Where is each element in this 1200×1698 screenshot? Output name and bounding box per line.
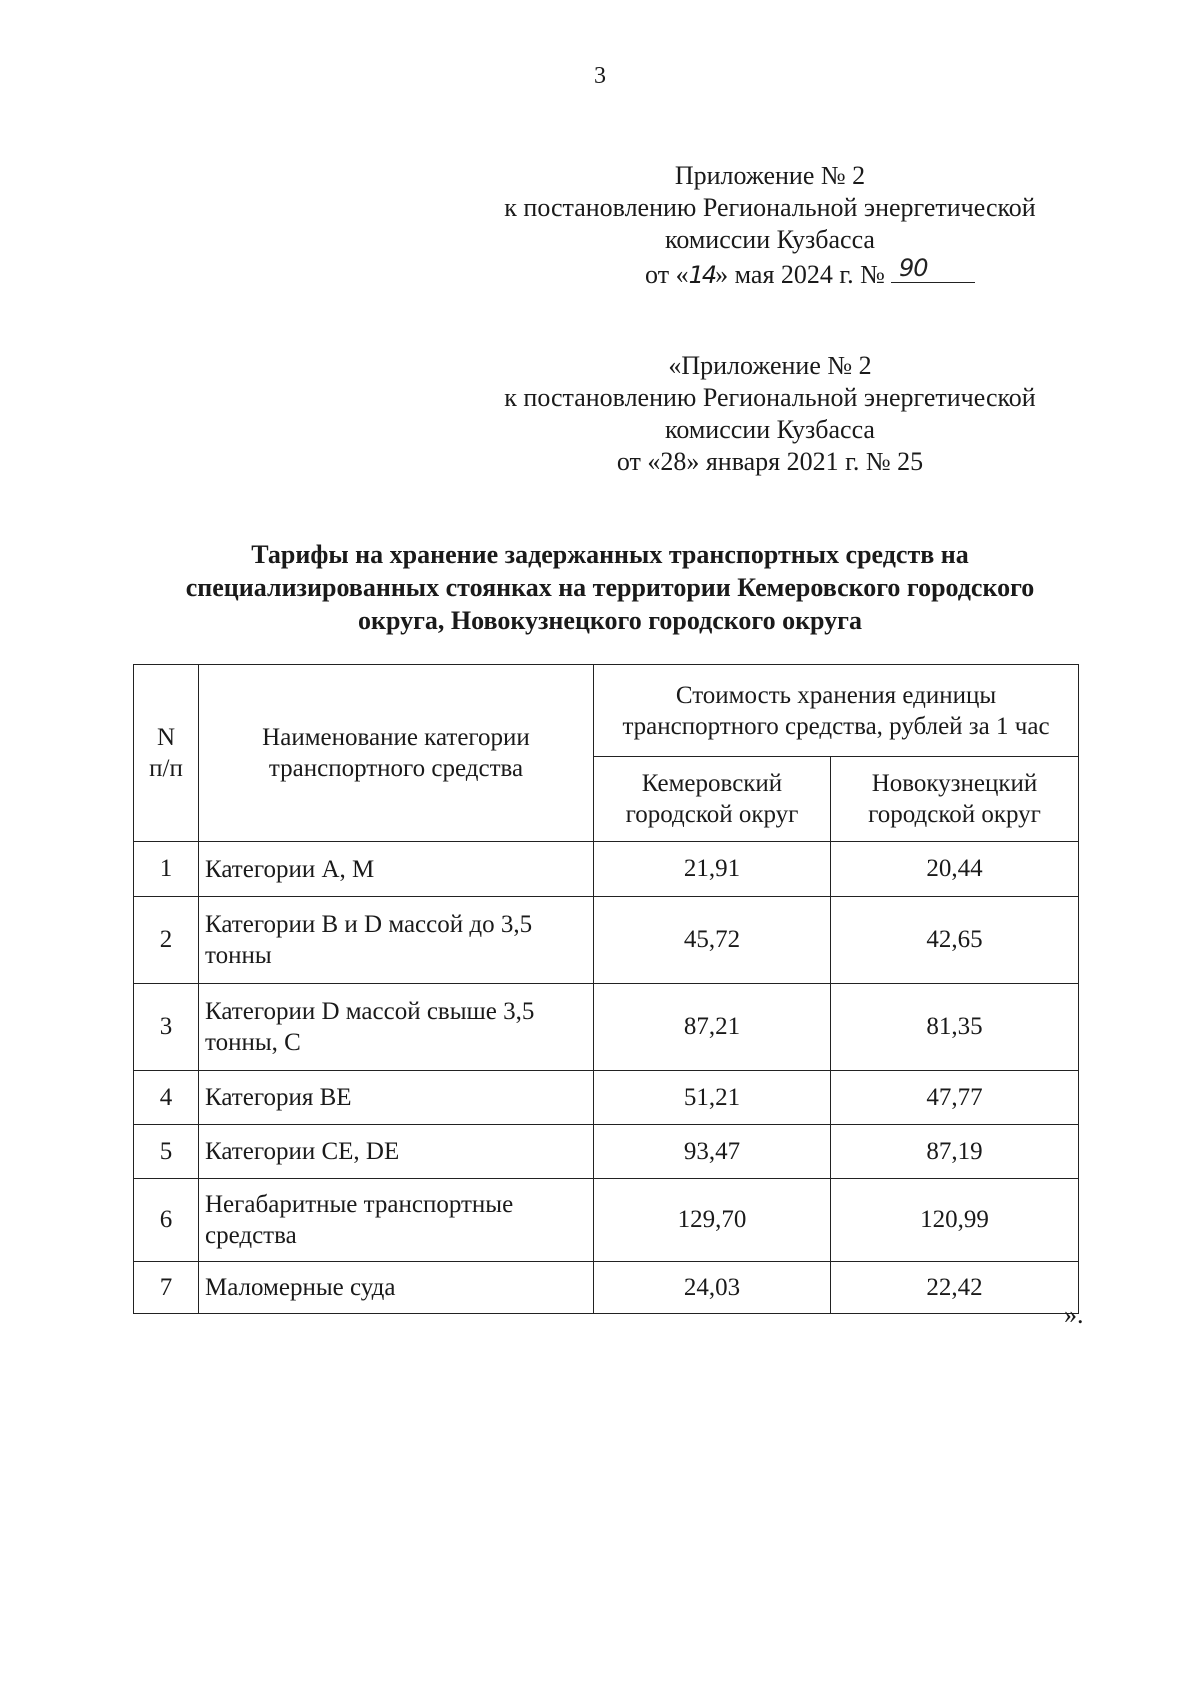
header-number-line2: п/п	[149, 755, 183, 782]
document-title	[130, 538, 1090, 637]
header-novokuznetsk-line2: городской округ	[868, 801, 1041, 828]
row-kemerovo-value: 129,70	[594, 1179, 831, 1262]
row-category	[199, 984, 594, 1071]
row-novokuznetsk-value: 87,19	[831, 1125, 1079, 1179]
header-category-line1: Наименование категории	[262, 724, 530, 751]
row-number: 3	[134, 984, 199, 1071]
row-kemerovo-value: 93,47	[594, 1125, 831, 1179]
header-kemerovo-line1: Кемеровский	[641, 770, 783, 797]
header-number-line1: N	[156, 724, 176, 751]
table-row	[134, 1179, 1079, 1262]
appendix-current-line3: комиссии Кузбасса	[665, 225, 875, 254]
row-category-line1: Категория BE	[205, 1084, 352, 1111]
row-category-line2: тонны, C	[205, 1029, 301, 1056]
table-row	[134, 842, 1079, 897]
row-category	[199, 1071, 594, 1125]
row-number: 2	[134, 897, 199, 984]
appendix-current-date	[440, 256, 1100, 291]
row-category-line2: средства	[205, 1222, 297, 1249]
row-novokuznetsk-value: 22,42	[831, 1262, 1079, 1314]
row-category-line1: Категории B и D массой до 3,5	[205, 911, 533, 938]
appendix-original-line3: комиссии Кузбасса	[665, 415, 875, 444]
row-number: 6	[134, 1179, 199, 1262]
appendix-original-title: «Приложение № 2	[668, 351, 872, 380]
row-category-line1: Категории D массой свыше 3,5	[205, 998, 535, 1025]
date-suffix: » мая 2024 г. №	[715, 260, 885, 289]
row-kemerovo-value: 51,21	[594, 1071, 831, 1125]
header-novokuznetsk	[831, 757, 1079, 842]
row-kemerovo-value: 24,03	[594, 1262, 831, 1314]
appendix-current-line2: к постановлению Региональной энергетической	[504, 193, 1036, 222]
row-kemerovo-value: 21,91	[594, 842, 831, 897]
header-row-1	[134, 665, 1079, 757]
header-kemerovo-line2: городской округ	[625, 801, 799, 828]
row-number: 5	[134, 1125, 199, 1179]
appendix-current-title: Приложение № 2	[674, 161, 866, 190]
row-number: 7	[134, 1262, 199, 1314]
header-cost-line2: транспортного средства, рублей за 1 час	[622, 712, 1050, 740]
closing-quote-mark: ».	[1064, 1300, 1084, 1329]
row-novokuznetsk-value: 42,65	[831, 897, 1079, 984]
appendix-original-line2: к постановлению Региональной энергетической	[504, 383, 1036, 412]
header-cost	[594, 665, 1079, 757]
row-category-line1: Негабаритные транспортные	[205, 1191, 514, 1218]
title-line-3: округа, Новокузнецкого городского округа	[358, 606, 862, 635]
table-row	[134, 984, 1079, 1071]
row-number: 4	[134, 1071, 199, 1125]
handwritten-number-line	[891, 256, 975, 283]
date-prefix: от «	[645, 260, 689, 289]
table-row	[134, 1125, 1079, 1179]
row-novokuznetsk-value: 81,35	[831, 984, 1079, 1071]
row-category	[199, 897, 594, 984]
tariffs-table	[133, 664, 1079, 1314]
row-category-line1: Маломерные суда	[205, 1274, 396, 1301]
table-row	[134, 897, 1079, 984]
handwritten-day: 14	[688, 261, 716, 289]
title-line-1: Тарифы на хранение задержанных транспортных средств на	[251, 540, 969, 569]
row-category-line1: Категории A, M	[205, 855, 375, 883]
appendix-original-block	[440, 350, 1100, 478]
handwritten-number: 90	[898, 254, 928, 282]
row-category	[199, 1262, 594, 1314]
header-novokuznetsk-line1: Новокузнецкий	[871, 770, 1038, 797]
appendix-original-date: от «28» января 2021 г. № 25	[616, 447, 924, 476]
row-novokuznetsk-value: 20,44	[831, 842, 1079, 897]
header-category	[199, 665, 594, 842]
row-novokuznetsk-value: 120,99	[831, 1179, 1079, 1262]
table-row	[134, 1071, 1079, 1125]
appendix-current-block	[440, 160, 1100, 291]
header-category-line2: транспортного средства	[268, 755, 524, 782]
row-category	[199, 1125, 594, 1179]
header-cost-line1: Стоимость хранения единицы	[675, 681, 997, 709]
title-line-2: специализированных стоянках на территории Кемеровского городского	[185, 573, 1035, 602]
row-category	[199, 1179, 594, 1262]
row-category-line1: Категории CE, DE	[205, 1138, 400, 1165]
header-number	[134, 665, 199, 842]
row-kemerovo-value: 87,21	[594, 984, 831, 1071]
row-category	[199, 842, 594, 897]
row-category-line2: тонны	[205, 942, 272, 969]
page-number: 3	[594, 63, 606, 89]
table-row	[134, 1262, 1079, 1314]
row-kemerovo-value: 45,72	[594, 897, 831, 984]
header-kemerovo	[594, 757, 831, 842]
row-number: 1	[134, 842, 199, 897]
row-novokuznetsk-value: 47,77	[831, 1071, 1079, 1125]
